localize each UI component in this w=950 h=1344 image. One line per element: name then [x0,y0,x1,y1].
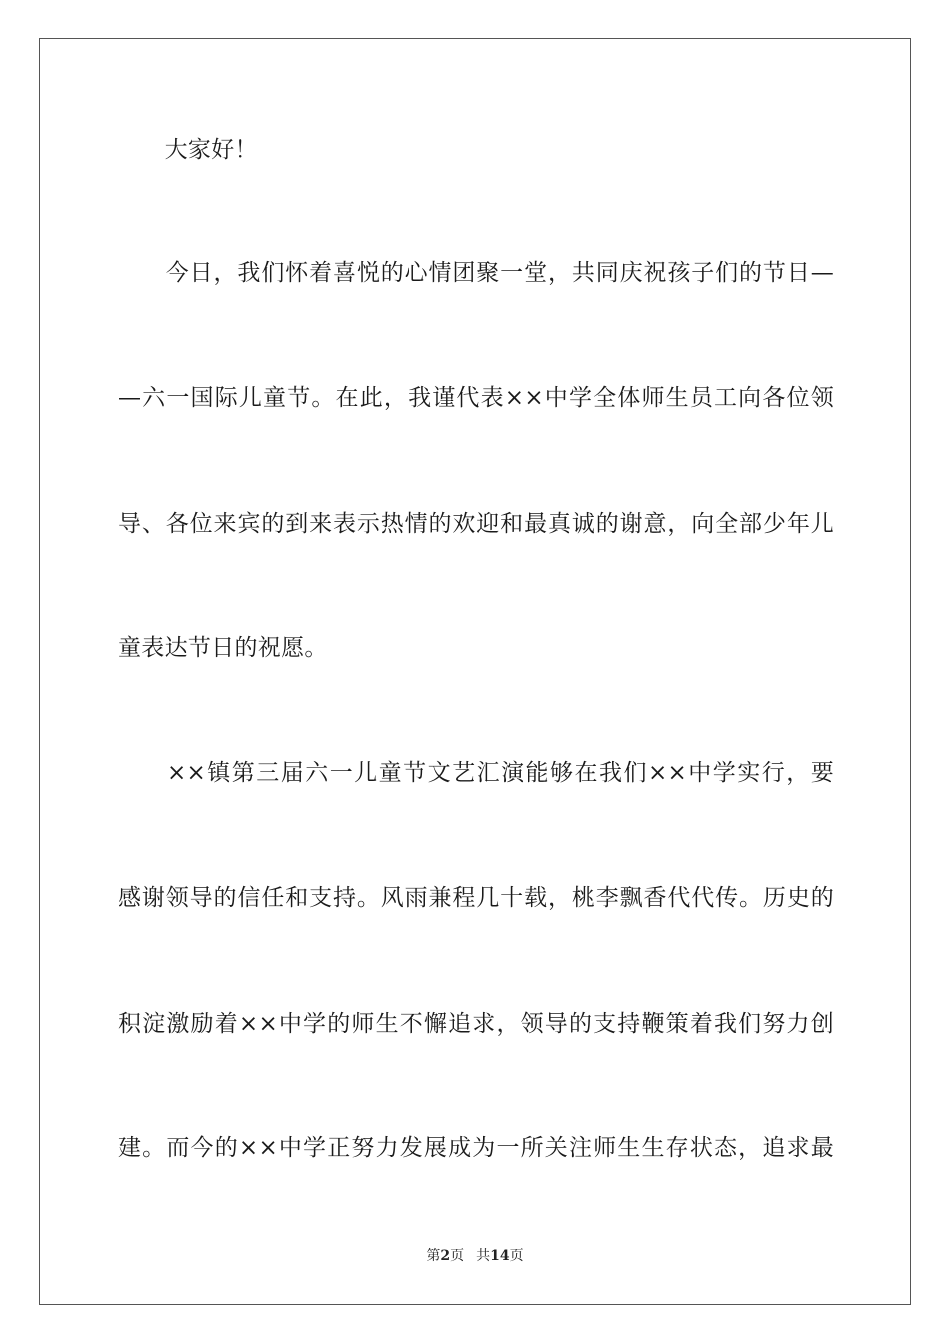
total-prefix: 共 [476,1248,491,1264]
total-pages: 14 [490,1248,510,1264]
total-suffix: 页 [509,1248,524,1264]
text-line: 积淀激励着××中学的师生不懈追求，领导的支持鞭策着我们努力创 [118,1011,834,1037]
page-prefix: 第 [426,1248,441,1264]
text-line-greeting: 大家好！ [118,137,258,163]
page-number: 2 [440,1248,451,1264]
text-line: 感谢领导的信任和支持。风雨兼程几十载，桃李飘香代代传。历史的 [118,885,834,911]
text-line: ××镇第三届六一儿童节文艺汇演能够在我们××中学实行，要 [118,760,834,786]
text-line: 建。而今的××中学正努力发展成为一所关注师生生存状态，追求最 [118,1135,834,1161]
page-border [39,38,911,1305]
text-line: 导、各位来宾的到来表示热情的欢迎和最真诚的谢意，向全部少年儿 [118,511,834,537]
page-suffix: 页 [450,1248,465,1264]
text-line: —六一国际儿童节。在此，我谨代表××中学全体师生员工向各位领 [118,385,834,411]
page-footer [0,1246,950,1266]
text-line: 今日，我们怀着喜悦的心情团聚一堂，共同庆祝孩子们的节日— [118,260,834,286]
text-line: 童表达节日的祝愿。 [118,635,328,661]
